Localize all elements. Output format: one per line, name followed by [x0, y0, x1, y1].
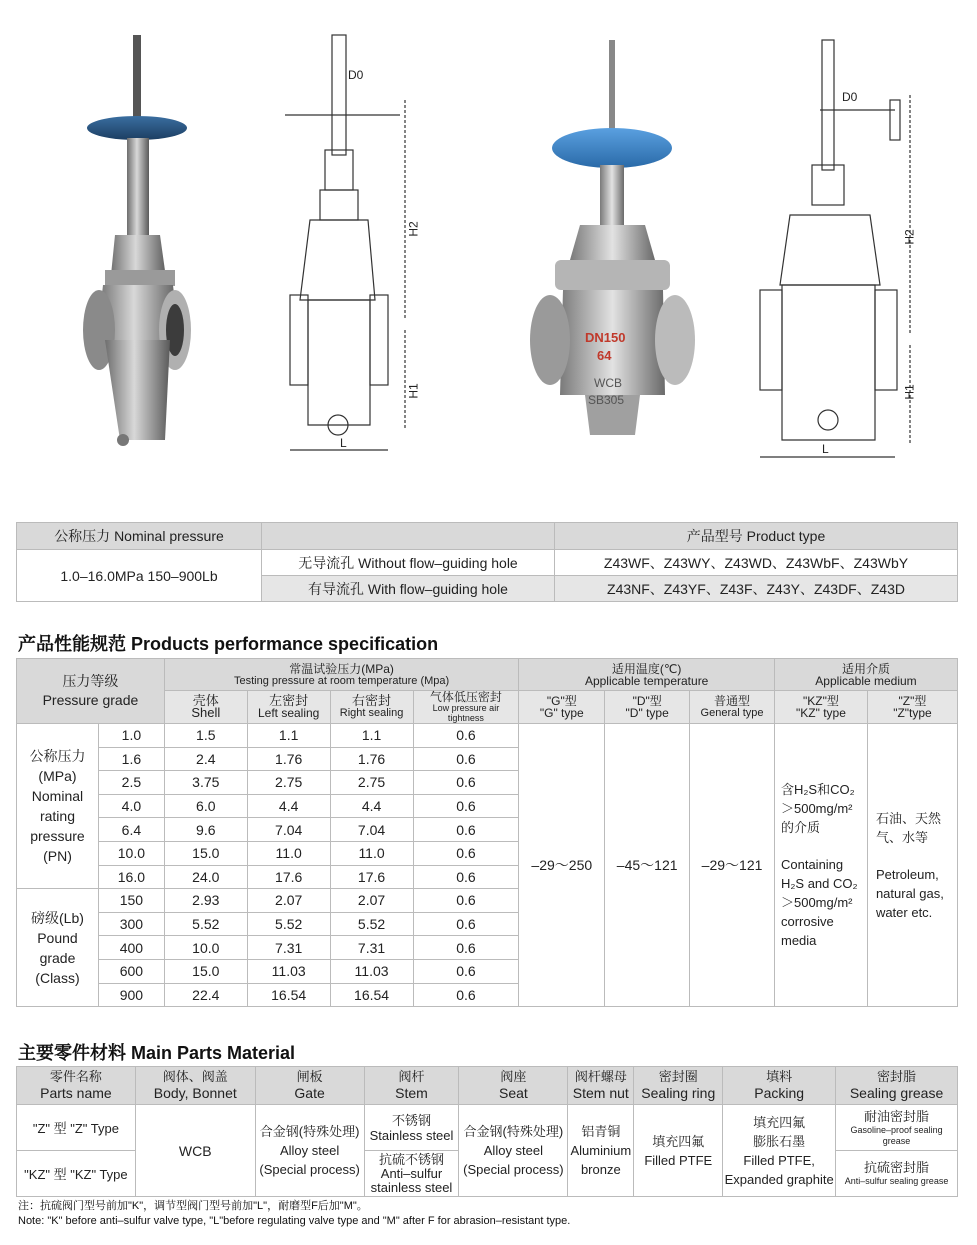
kz-type-header: "KZ"型 "KZ" type — [774, 691, 867, 724]
dim-l-2: L — [822, 442, 829, 456]
notes — [18, 1199, 570, 1229]
shell-cell: 1.5 — [164, 724, 247, 748]
temp-header — [519, 659, 775, 691]
left-sealing-cell: 5.52 — [247, 912, 330, 936]
test-pressure-en: Testing pressure at room temperature (Mpa) — [233, 674, 450, 687]
parts-header-1: 阀体、阀盖 Body, Bonnet — [135, 1067, 255, 1105]
product-type-table — [16, 522, 958, 602]
sealing-ring-material: 填充四氟 Filled PTFE — [634, 1105, 723, 1197]
right-sealing-cell: 1.1 — [330, 724, 413, 748]
shell-cell: 2.4 — [164, 747, 247, 771]
left-sealing-cell: 4.4 — [247, 794, 330, 818]
shell-cell: 24.0 — [164, 865, 247, 889]
grade-cell: 150 — [98, 889, 164, 913]
models-without: Z43WF、Z43WY、Z43WD、Z43WbF、Z43WbY — [555, 550, 958, 576]
shell-cell: 9.6 — [164, 818, 247, 842]
dim-h2-2: H2 — [902, 229, 917, 245]
left-sealing-cell: 11.03 — [247, 959, 330, 983]
grease-z-material: 耐油密封脂 Gasoline–proof sealing grease — [836, 1105, 958, 1151]
z-type-header: "Z"型 "Z"type — [867, 691, 957, 724]
grade-cell: 10.0 — [98, 841, 164, 865]
z-type-row-label: "Z" 型 "Z" Type — [17, 1105, 136, 1151]
left-sealing-cell: 2.75 — [247, 771, 330, 795]
temp-general-cell: –29～121 — [690, 724, 775, 1007]
kz-medium-en: Containing H₂S and CO₂ ＞500mg/m² corrosive media — [780, 857, 858, 949]
shell-cell: 2.93 — [164, 889, 247, 913]
grade-cell: 400 — [98, 936, 164, 960]
pressure-range-cell: 1.0–16.0MPa 150–900Lb — [17, 550, 262, 602]
right-sealing-cell: 5.52 — [330, 912, 413, 936]
seat-material: 合金钢(特殊处理) Alloy steel (Special process) — [459, 1105, 568, 1197]
shell-cell: 10.0 — [164, 936, 247, 960]
right-sealing-cell: 2.07 — [330, 889, 413, 913]
grade-cell: 1.6 — [98, 747, 164, 771]
perf-row — [17, 724, 958, 748]
nominal-pressure-header: 公称压力 Nominal pressure — [17, 523, 262, 550]
pressure-grade-header: 压力等级 Pressure grade — [17, 659, 165, 724]
parts-table — [16, 1066, 958, 1197]
shell-cell: 5.52 — [164, 912, 247, 936]
grade-cell: 2.5 — [98, 771, 164, 795]
low-pressure-cell: 0.6 — [413, 747, 519, 771]
perf-table — [16, 658, 958, 1007]
parts-header-8: 密封脂 Sealing grease — [836, 1067, 958, 1105]
note-cn: 注：抗硫阀门型号前加"K"，调节型阀门型号前加"L"，耐磨型F后加"M"。 — [18, 1200, 368, 1212]
grade-cell: 300 — [98, 912, 164, 936]
temp-d-cell: –45～121 — [605, 724, 690, 1007]
grade-cell: 900 — [98, 983, 164, 1007]
grade-cell: 6.4 — [98, 818, 164, 842]
right-sealing-cell: 11.0 — [330, 841, 413, 865]
medium-header — [774, 659, 957, 691]
right-sealing-cell: 7.04 — [330, 818, 413, 842]
right-sealing-cell: 16.54 — [330, 983, 413, 1007]
left-sealing-cell: 2.07 — [247, 889, 330, 913]
left-sealing-cell: 16.54 — [247, 983, 330, 1007]
z-medium-en: Petroleum, natural gas, water etc. — [875, 866, 944, 920]
g-type-header: "G"型 "G" type — [519, 691, 605, 724]
valve-mark-wcb: WCB — [594, 376, 622, 390]
temp-g-cell: –29～250 — [519, 724, 605, 1007]
parts-section-title: 主要零件材料 Main Parts Material — [18, 1043, 296, 1063]
medium-en: Applicable medium — [815, 673, 917, 688]
low-pressure-cell: 0.6 — [413, 983, 519, 1007]
parts-header-3: 阀杆 Stem — [364, 1067, 459, 1105]
shell-cell: 22.4 — [164, 983, 247, 1007]
general-type-header: 普通型 General type — [690, 691, 775, 724]
packing-material: 填充四氟 膨胀石墨 Filled PTFE, Expanded graphite — [723, 1105, 836, 1197]
shell-cell: 15.0 — [164, 959, 247, 983]
medium-cn: 适用介质 — [841, 661, 890, 676]
temp-cn: 适用温度(℃) — [611, 661, 682, 676]
kz-medium-cn: 含H₂S和CO₂ ＞500mg/m² 的介质 — [780, 782, 855, 836]
parts-header-4: 阀座 Seat — [459, 1067, 568, 1105]
valve-photo-1 — [75, 30, 215, 450]
perf-section-title: 产品性能规范 Products performance specification — [18, 634, 439, 654]
hole-type-without: 无导流孔 Without flow–guiding hole — [262, 550, 555, 576]
valve-mark-dn: DN150 — [585, 330, 626, 345]
product-type-header: 产品型号 Product type — [555, 523, 958, 550]
stem-kz-material: 抗硫不锈钢 Anti–sulfur stainless steel — [364, 1151, 459, 1197]
z-medium-cell — [867, 724, 957, 1007]
test-pressure-cn: 常温试验压力(MPa) — [289, 661, 394, 676]
pn-label: 公称压力 (MPa) Nominal rating pressure (PN) — [17, 724, 99, 889]
shell-cell: 3.75 — [164, 771, 247, 795]
low-pressure-cell: 0.6 — [413, 771, 519, 795]
parts-header-7: 填料 Packing — [723, 1067, 836, 1105]
grade-cell: 1.0 — [98, 724, 164, 748]
left-sealing-header: 左密封 Left sealing — [247, 691, 330, 724]
stem-z-material: 不锈钢 Stainless steel — [364, 1105, 459, 1151]
low-pressure-cell: 0.6 — [413, 794, 519, 818]
shell-cell: 6.0 — [164, 794, 247, 818]
d-type-header: "D"型 "D" type — [605, 691, 690, 724]
left-sealing-cell: 7.31 — [247, 936, 330, 960]
kz-medium-cell — [774, 724, 867, 1007]
low-pressure-header: 气体低压密封 Low pressure air tightness — [413, 691, 519, 724]
test-pressure-header — [164, 659, 519, 691]
grade-cell: 16.0 — [98, 865, 164, 889]
dim-h1-1: H1 — [406, 383, 421, 399]
left-sealing-cell: 1.76 — [247, 747, 330, 771]
models-with: Z43NF、Z43YF、Z43F、Z43Y、Z43DF、Z43D — [555, 576, 958, 602]
right-sealing-cell: 1.76 — [330, 747, 413, 771]
parts-header-2: 闸板 Gate — [255, 1067, 364, 1105]
parts-header-0: 零件名称 Parts name — [17, 1067, 136, 1105]
right-sealing-cell: 4.4 — [330, 794, 413, 818]
low-pressure-cell: 0.6 — [413, 818, 519, 842]
valve-drawing-2 — [750, 35, 920, 465]
dim-l-1: L — [340, 436, 347, 450]
left-sealing-cell: 7.04 — [247, 818, 330, 842]
grade-cell: 4.0 — [98, 794, 164, 818]
low-pressure-cell: 0.6 — [413, 889, 519, 913]
product-images — [0, 0, 977, 510]
parts-header-5: 阀杆螺母 Stem nut — [568, 1067, 634, 1105]
shell-header: 壳体 Shell — [164, 691, 247, 724]
gate-material: 合金钢(特殊处理) Alloy steel (Special process) — [255, 1105, 364, 1197]
lb-label: 磅级(Lb) Pound grade (Class) — [17, 889, 99, 1007]
valve-mark-64: 64 — [597, 348, 612, 363]
low-pressure-cell: 0.6 — [413, 865, 519, 889]
body-material: WCB — [135, 1105, 255, 1197]
stem-nut-material: 铝青铜 Aluminium bronze — [568, 1105, 634, 1197]
left-sealing-cell: 1.1 — [247, 724, 330, 748]
temp-en: Applicable temperature — [584, 673, 709, 688]
left-sealing-cell: 17.6 — [247, 865, 330, 889]
grade-cell: 600 — [98, 959, 164, 983]
z-medium-cn: 石油、天然 气、水等 — [875, 810, 941, 845]
parts-header-6: 密封圈 Sealing ring — [634, 1067, 723, 1105]
right-sealing-cell: 11.03 — [330, 959, 413, 983]
low-pressure-cell: 0.6 — [413, 841, 519, 865]
right-sealing-header: 右密封 Right sealing — [330, 691, 413, 724]
valve-mark-sb: SB305 — [588, 393, 625, 407]
note-en: Note: "K" before anti–sulfur valve type, "L"before regulating valve type and "M" after F for abrasion–resistant type. — [18, 1215, 571, 1227]
hole-type-with: 有导流孔 With flow–guiding hole — [262, 576, 555, 602]
shell-cell: 15.0 — [164, 841, 247, 865]
kz-type-row-label: "KZ" 型 "KZ" Type — [17, 1151, 136, 1197]
dim-d0-2: D0 — [842, 90, 858, 104]
low-pressure-cell: 0.6 — [413, 959, 519, 983]
dim-h1-2: H1 — [902, 384, 917, 400]
left-sealing-cell: 11.0 — [247, 841, 330, 865]
low-pressure-cell: 0.6 — [413, 936, 519, 960]
right-sealing-cell: 2.75 — [330, 771, 413, 795]
low-pressure-cell: 0.6 — [413, 912, 519, 936]
dim-h2-1: H2 — [406, 221, 421, 237]
hole-type-header — [262, 523, 555, 550]
grease-kz-material: 抗硫密封脂 Anti–sulfur sealing grease — [836, 1151, 958, 1197]
low-pressure-cell: 0.6 — [413, 724, 519, 748]
right-sealing-cell: 7.31 — [330, 936, 413, 960]
right-sealing-cell: 17.6 — [330, 865, 413, 889]
dim-d0-1: D0 — [348, 68, 364, 82]
